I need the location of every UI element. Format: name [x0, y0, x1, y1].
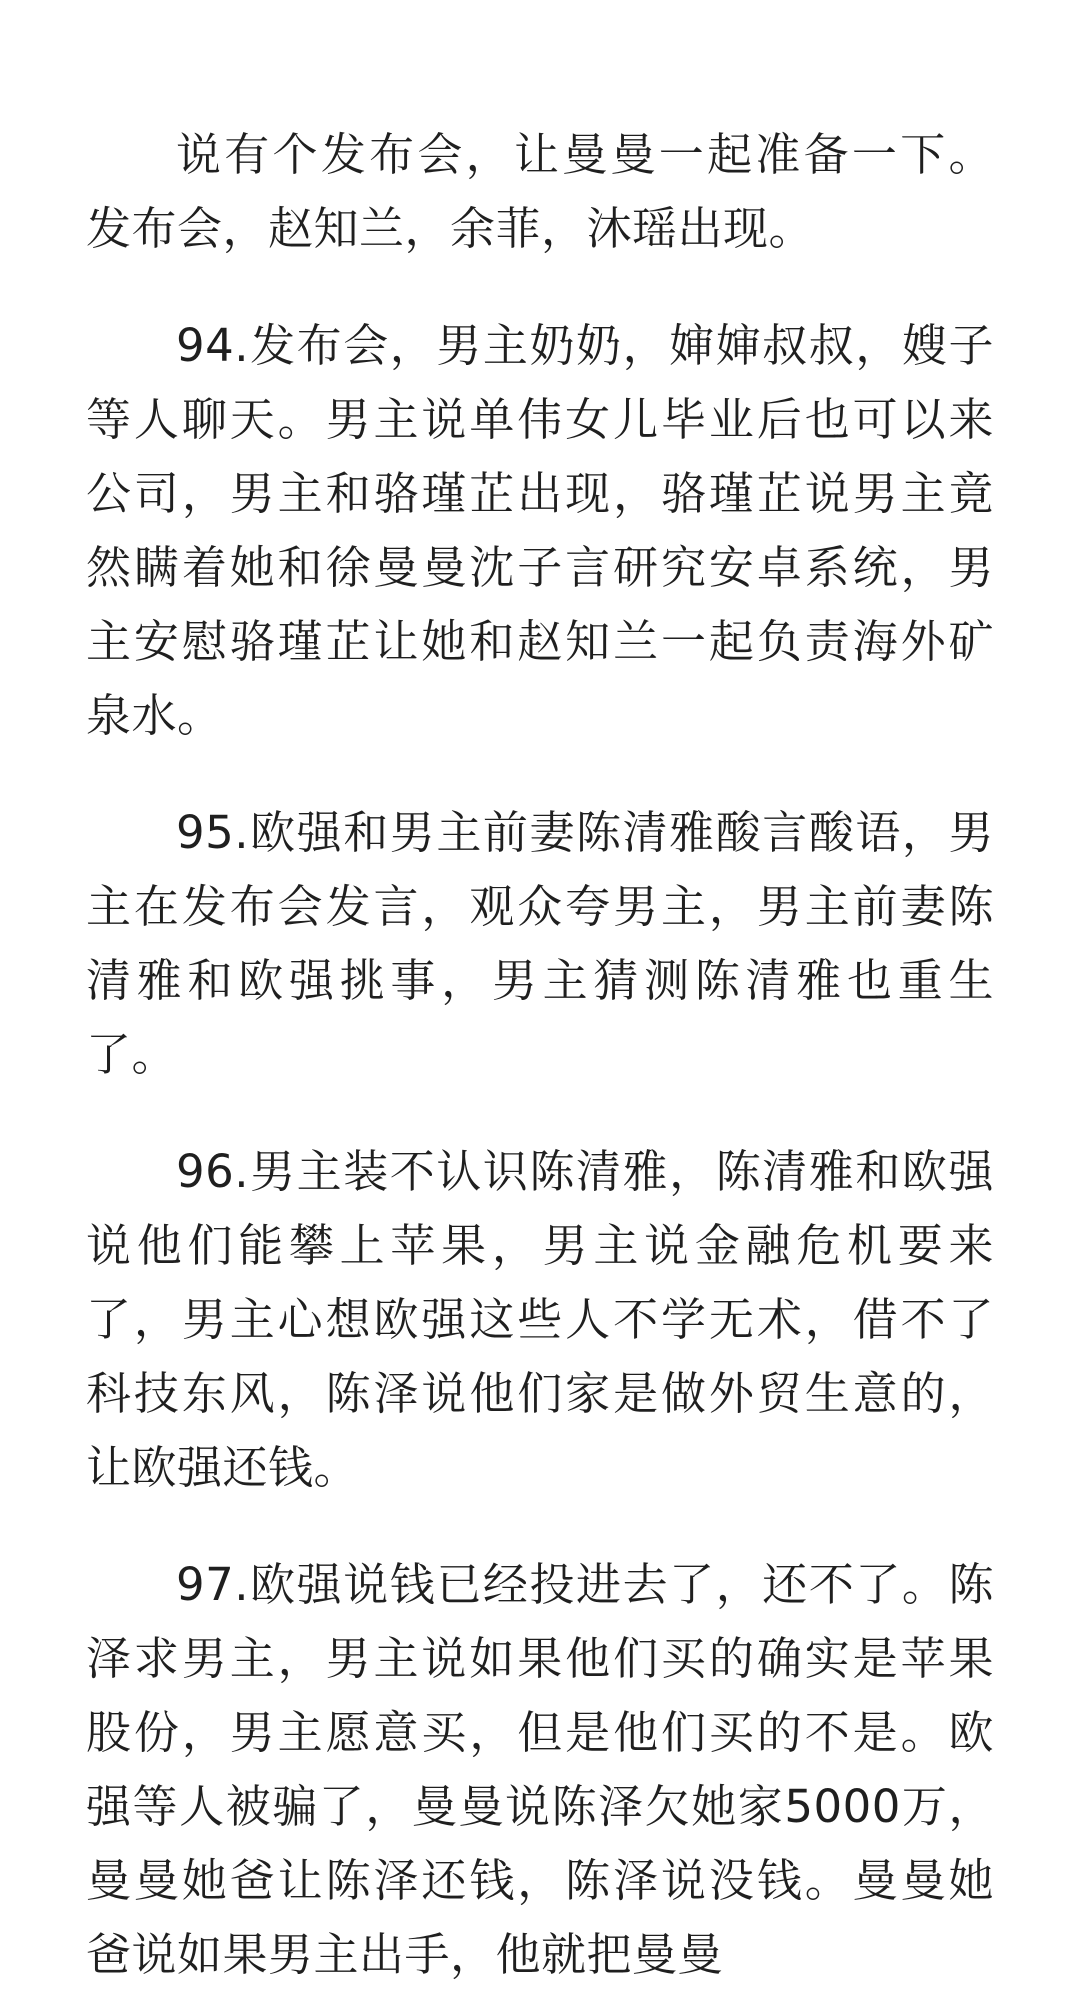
paragraph-1: 说有个发布会，让曼曼一起准备一下。发布会，赵知兰，余菲，沐瑶出现。: [86, 128, 994, 255]
paragraph-95: 95.欧强和男主前妻陈清雅酸言酸语，男主在发布会发言，观众夸男主，男主前妻陈清雅和欧强挑事，男主猜测陈清雅也重生了。: [86, 806, 994, 1081]
paragraph-97: 97.欧强说钱已经投进去了，还不了。陈泽求男主，男主说如果他们买的确实是苹果股份，男主愿意买，但是他们买的不是。欧强等人被骗了，曼曼说陈泽欠她家5000万，曼曼她爸让陈泽还钱，陈泽说没钱。曼曼她爸说如果男主出手，他就把曼曼: [86, 1558, 994, 1981]
paragraph-94: 94.发布会，男主奶奶，婶婶叔叔，嫂子等人聊天。男主说单伟女儿毕业后也可以来公司，男主和骆瑾芷出现，骆瑾芷说男主竟然瞒着她和徐曼曼沈子言研究安卓系统，男主安慰骆瑾芷让她和赵知兰一起负责海外矿泉水。: [86, 319, 994, 742]
paragraph-96: 96.男主装不认识陈清雅，陈清雅和欧强说他们能攀上苹果，男主说金融危机要来了，男主心想欧强这些人不学无术，借不了科技东风，陈泽说他们家是做外贸生意的，让欧强还钱。: [86, 1145, 994, 1494]
